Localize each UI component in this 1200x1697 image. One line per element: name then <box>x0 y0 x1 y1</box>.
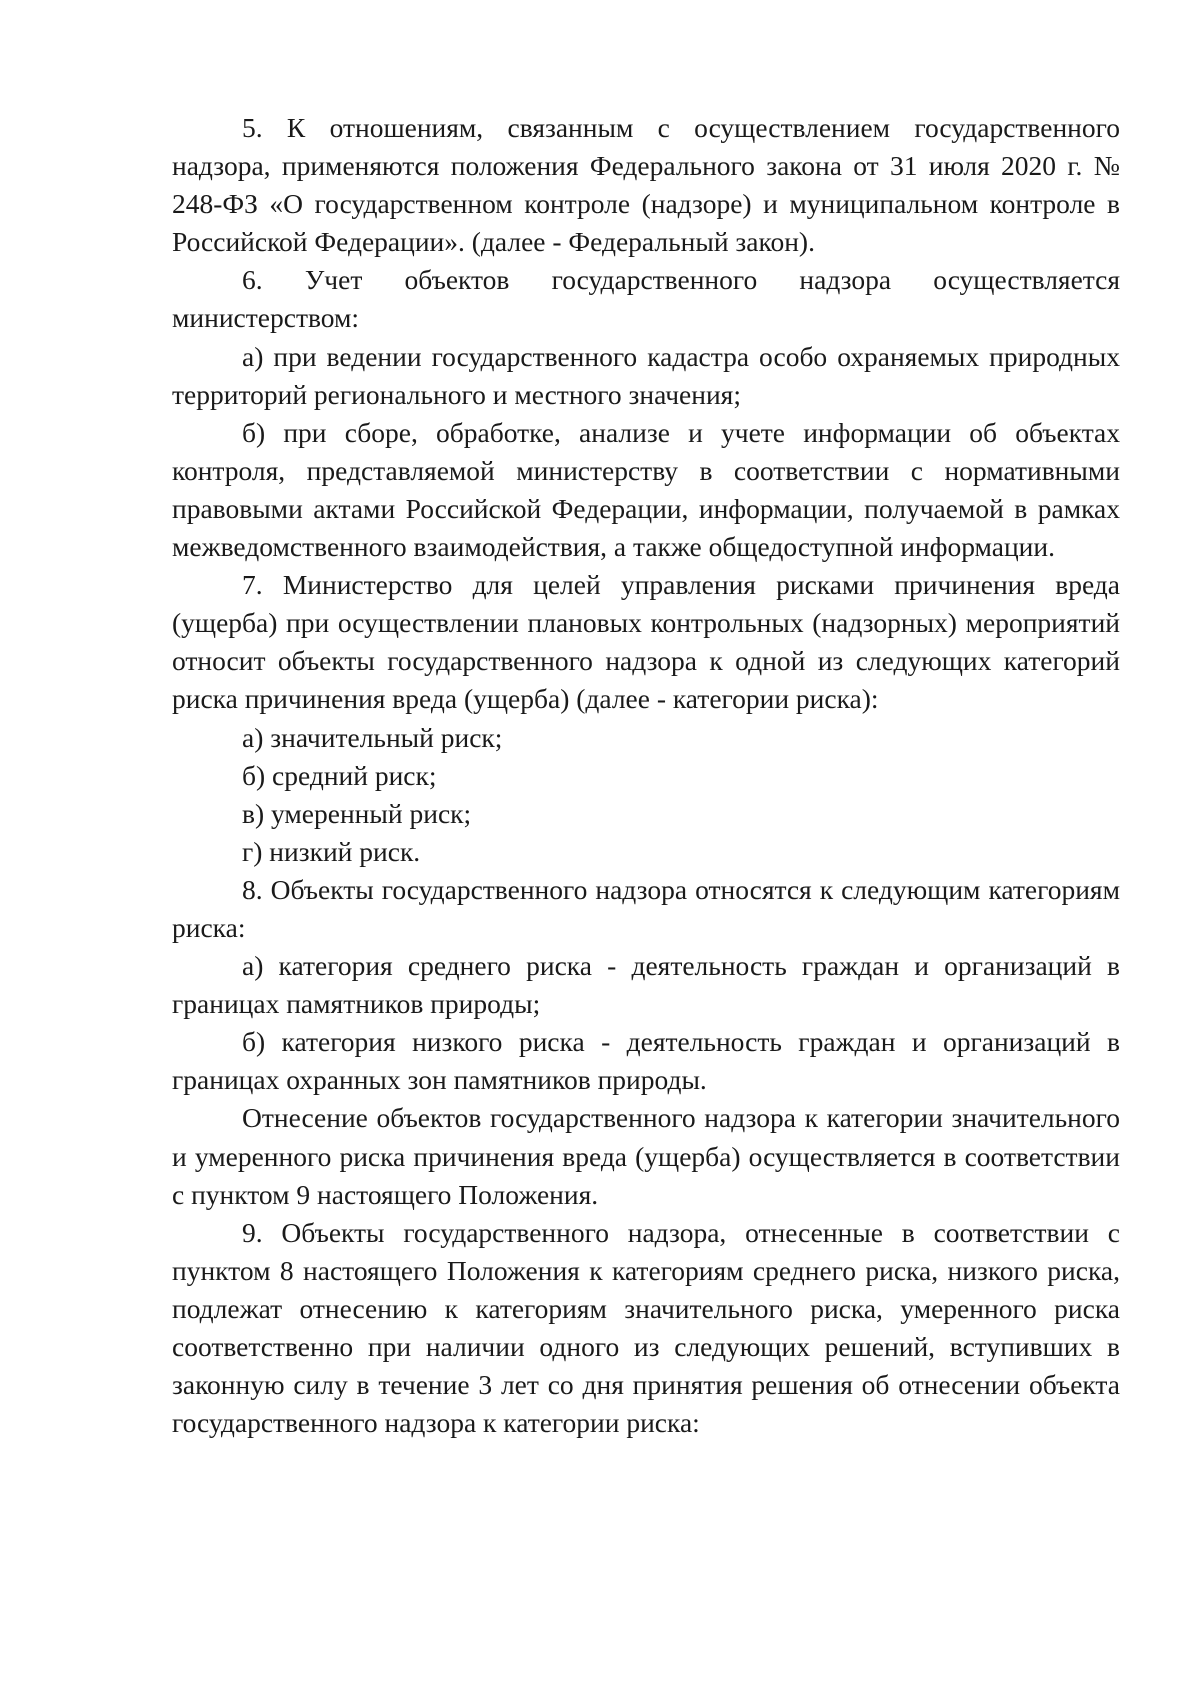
paragraph-8b: б) категория низкого риска - деятельность граждан и организаций в границах охранных зон памятников природы. <box>172 1026 1120 1096</box>
paragraph-5: 5. К отношениям, связанным с осуществлением государственного надзора, применяются положения Федерального закона от 31 июля 2020 г. № 248-ФЗ «О государственном контроле (надзоре) и муниципальном контроле в Российской Федерации». (далее - Федеральный закон). <box>172 112 1120 258</box>
paragraph-7: 7. Министерство для целей управления рисками причинения вреда (ущерба) при осуществлении плановых контрольных (надзорных) мероприятий относит объекты государственного надзора к одной из следующих категорий риска причинения вреда (ущерба) (далее - категории риска): <box>172 569 1120 715</box>
paragraph-7d: г) низкий риск. <box>242 835 421 867</box>
paragraph-9: 9. Объекты государственного надзора, отнесенные в соответствии с пунктом 8 настоящего Положения к категориям среднего риска, низкого риска, подлежат отнесению к категориям значительного риска, умеренного риска соответственно при наличии одного из следующих решений, вступивших в законную силу в течение 3 лет со дня принятия решения об отнесении объекта государственного надзора к категории риска: <box>172 1216 1120 1439</box>
paragraph-8a: а) категория среднего риска - деятельность граждан и организаций в границах памятников природы; <box>172 950 1120 1020</box>
paragraph-8-note: Отнесение объектов государственного надзора к категории значительного и умеренного риска причинения вреда (ущерба) осуществляется в соответствии с пунктом 9 настоящего Положения. <box>172 1102 1120 1210</box>
document-page <box>172 109 1120 1442</box>
paragraph-7c: в) умеренный риск; <box>242 797 472 829</box>
paragraph-7b: б) средний риск; <box>242 759 437 791</box>
paragraph-6b: б) при сборе, обработке, анализе и учете информации об объектах контроля, представляемой министерству в соответствии с нормативными правовыми актами Российской Федерации, информации, получаемой в рамках межведомственного взаимодействия, а также общедоступной информации. <box>172 416 1120 563</box>
paragraph-7a: а) значительный риск; <box>242 721 503 753</box>
paragraph-6a: а) при ведении государственного кадастра особо охраняемых природных территорий регионального и местного значения; <box>172 340 1120 410</box>
paragraph-6: 6. Учет объектов государственного надзора осуществляется министерством: <box>172 264 1120 334</box>
paragraph-8: 8. Объекты государственного надзора относятся к следующим категориям риска: <box>172 873 1120 943</box>
